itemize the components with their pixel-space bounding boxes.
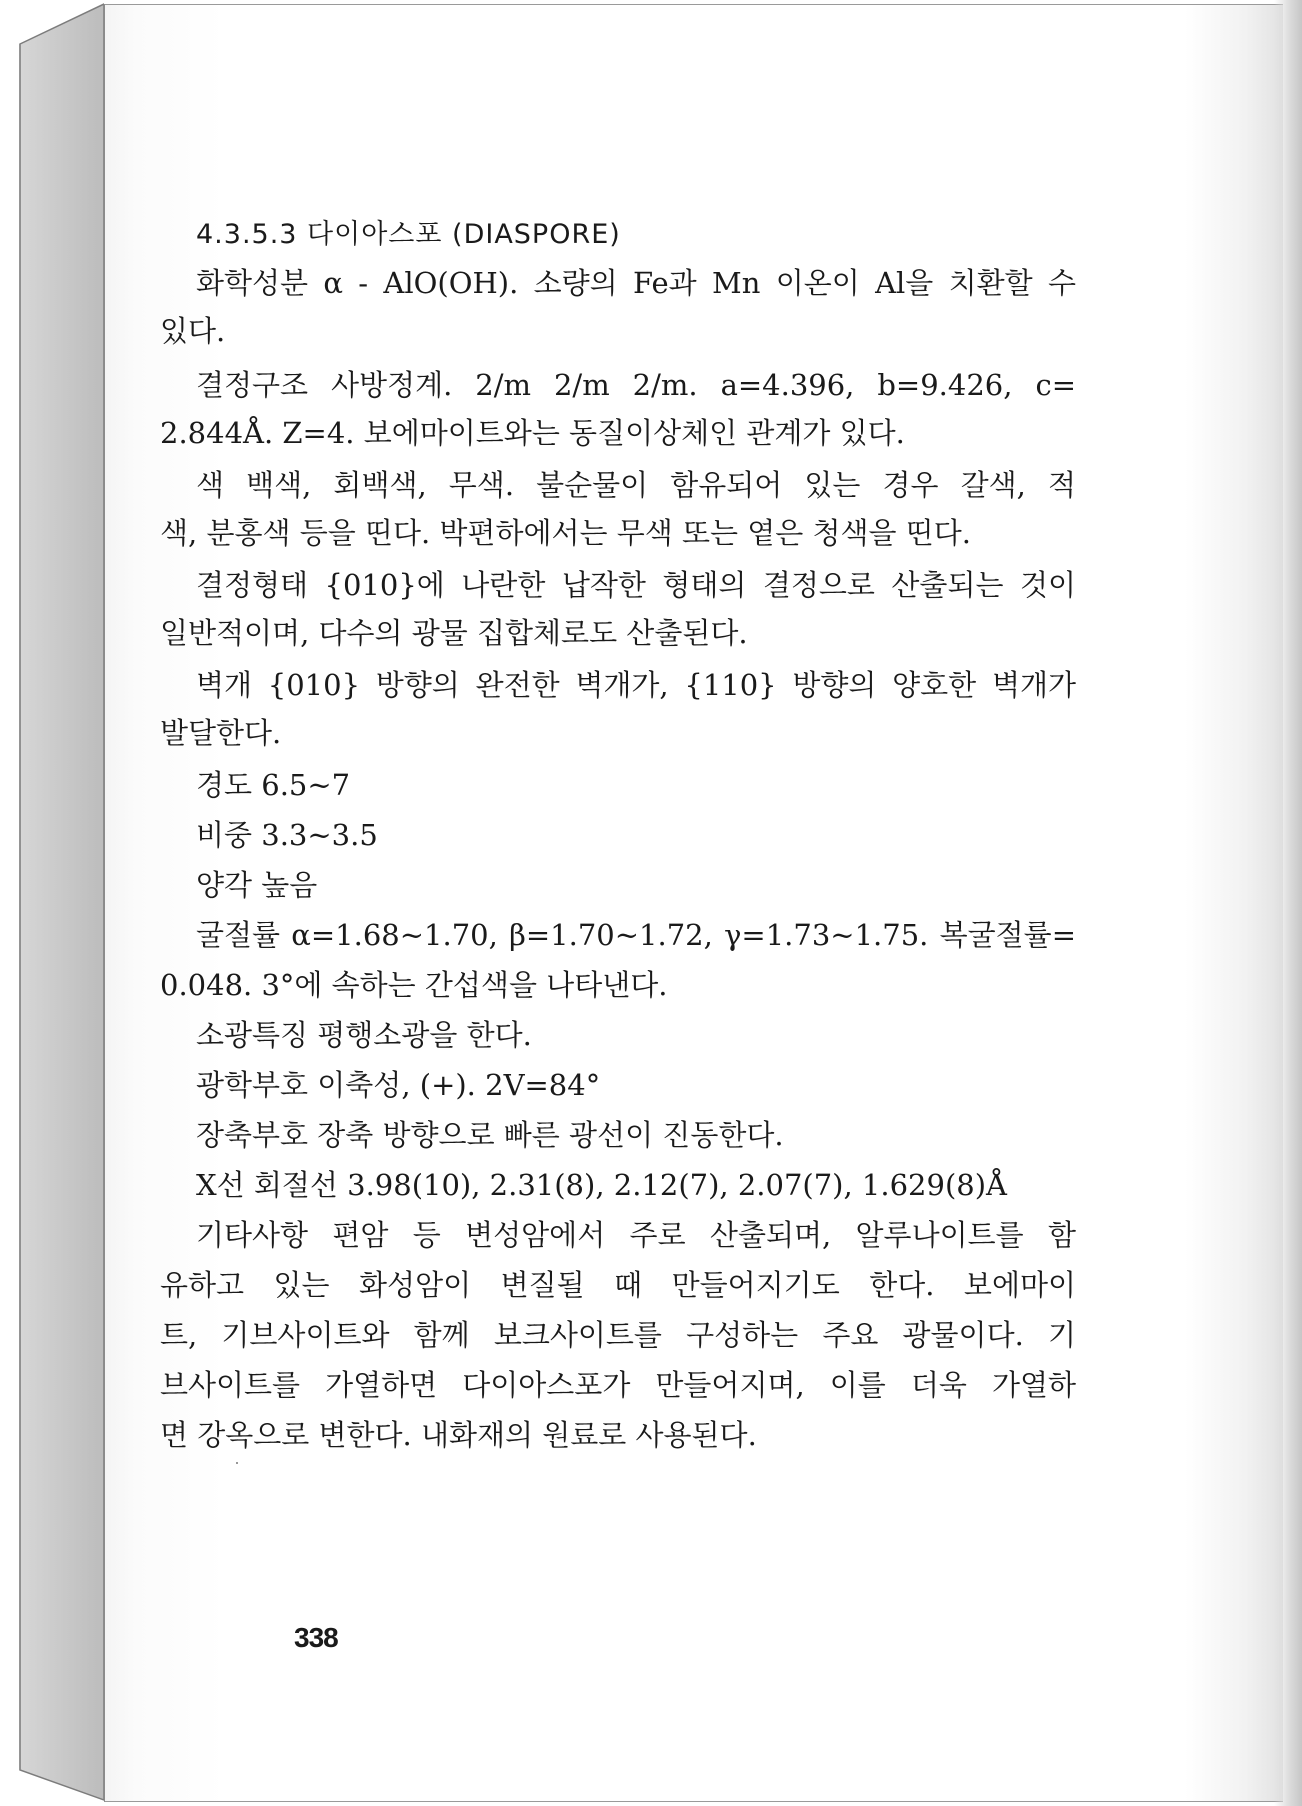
text-line: 광학부호 이축성, (+). 2V=84° bbox=[196, 1068, 601, 1102]
text-line: 결정구조 사방정계. 2/m 2/m 2/m. a=4.396, b=9.426, c= bbox=[196, 368, 1076, 402]
text-line: 소광특징 평행소광을 한다. bbox=[196, 1018, 532, 1052]
text-line: 색, 분홍색 등을 띤다. 박편하에서는 무색 또는 옅은 청색을 띤다. bbox=[160, 516, 971, 550]
text-line: 0.048. 3°에 속하는 간섭색을 나타낸다. bbox=[160, 968, 668, 1002]
book-spine bbox=[0, 0, 104, 1806]
section-heading: 4.3.5.3 다이아스포 (DIASPORE) bbox=[196, 219, 621, 250]
text-line: 일반적이며, 다수의 광물 집합체로도 산출된다. bbox=[160, 616, 748, 650]
text-line: 색 백색, 회백색, 무색. 불순물이 함유되어 있는 경우 갈색, 적 bbox=[196, 468, 1076, 502]
book-spine-graphic bbox=[0, 0, 104, 1806]
text-line: 유하고 있는 화성암이 변질될 때 만들어지기도 한다. 보에마이 bbox=[160, 1268, 1076, 1302]
text-line: X선 회절선 3.98(10), 2.31(8), 2.12(7), 2.07(7), 1.629(8)Å bbox=[196, 1168, 1007, 1202]
text-line: 벽개 {010} 방향의 완전한 벽개가, {110} 방향의 양호한 벽개가 bbox=[196, 668, 1076, 702]
page-number: 338 bbox=[294, 1622, 338, 1653]
text-line: 굴절률 α=1.68~1.70, β=1.70~1.72, γ=1.73~1.75. 복굴절률= bbox=[196, 918, 1076, 952]
page-edge-shadow bbox=[1274, 0, 1302, 1806]
text-line: 양각 높음 bbox=[196, 868, 318, 902]
text-line: 면 강옥으로 변한다. 내화재의 원료로 사용된다. bbox=[160, 1418, 757, 1452]
text-line: 경도 6.5~7 bbox=[196, 768, 351, 802]
scan-speck bbox=[236, 1462, 238, 1464]
text-line: 발달한다. bbox=[160, 716, 282, 750]
text-line: 비중 3.3~3.5 bbox=[196, 818, 378, 852]
text-line: 있다. bbox=[160, 314, 226, 348]
text-line: 화학성분 α - AlO(OH). 소량의 Fe과 Mn 이온이 Al을 치환할 수 bbox=[196, 266, 1076, 300]
text-line: 결정형태 {010}에 나란한 납작한 형태의 결정으로 산출되는 것이 bbox=[196, 568, 1076, 602]
text-line: 트, 기브사이트와 함께 보크사이트를 구성하는 주요 광물이다. 기 bbox=[160, 1318, 1076, 1352]
text-line: 장축부호 장축 방향으로 빠른 광선이 진동한다. bbox=[196, 1118, 784, 1152]
text-line: 브사이트를 가열하면 다이아스포가 만들어지며, 이를 더욱 가열하 bbox=[160, 1368, 1076, 1402]
text-line: 2.844Å. Z=4. 보에마이트와는 동질이상체인 관계가 있다. bbox=[160, 416, 905, 450]
text-line: 기타사항 편암 등 변성암에서 주로 산출되며, 알루나이트를 함 bbox=[196, 1218, 1076, 1252]
